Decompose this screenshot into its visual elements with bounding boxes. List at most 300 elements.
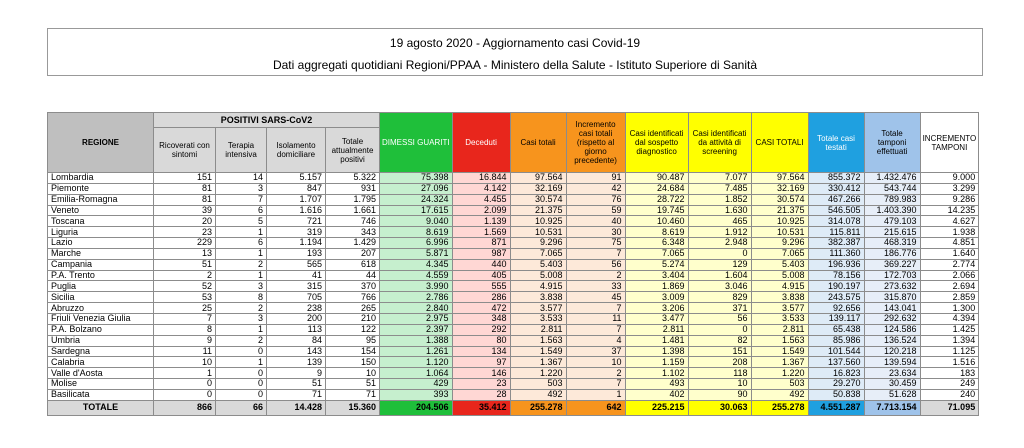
cell-deceduti: 4.455 xyxy=(452,194,510,205)
cell-sospetto: 19.745 xyxy=(625,205,688,216)
cell-casi-totali-caps: 4.915 xyxy=(751,281,808,292)
header-casi-testati: Totale casi testati xyxy=(808,113,864,173)
cell-ricoverati: 23 xyxy=(154,227,216,238)
table-row xyxy=(48,292,979,303)
cell-casi-totali-caps: 32.169 xyxy=(751,183,808,194)
cell-regione: P.A. Bolzano xyxy=(48,324,154,335)
cell-terapia: 5 xyxy=(216,216,267,227)
cell-deceduti: 405 xyxy=(452,270,510,281)
cell-screening: 90 xyxy=(688,389,751,400)
cell-totale-positivi: 95 xyxy=(326,335,380,346)
cell-totale-positivi: 44 xyxy=(326,270,380,281)
cell-casi-totali: 21.375 xyxy=(510,205,566,216)
cell-sospetto: 3.477 xyxy=(625,313,688,324)
cell-casi-totali-caps: 21.375 xyxy=(751,205,808,216)
cell-ricoverati: 51 xyxy=(154,259,216,270)
cell-sospetto: 1.398 xyxy=(625,346,688,357)
cell-casi-totali: 30.574 xyxy=(510,194,566,205)
cell-isolamento: 139 xyxy=(267,357,326,368)
cell-casi-totali: 5.008 xyxy=(510,270,566,281)
cell-screening: 1.630 xyxy=(688,205,751,216)
cell-dimessi: 2.975 xyxy=(380,313,453,324)
total-dimessi: 204.506 xyxy=(380,400,453,415)
cell-sospetto: 1.869 xyxy=(625,281,688,292)
header-incremento-tamponi: INCREMENTO TAMPONI xyxy=(920,113,979,173)
cell-totale-positivi: 343 xyxy=(326,227,380,238)
cell-incremento-tamponi: 1.516 xyxy=(920,357,979,368)
cell-ricoverati: 229 xyxy=(154,238,216,249)
cell-regione: Sardegna xyxy=(48,346,154,357)
cell-regione: Veneto xyxy=(48,205,154,216)
cell-regione: Lombardia xyxy=(48,173,154,184)
cell-totale-positivi: 265 xyxy=(326,303,380,314)
cell-sospetto: 1.102 xyxy=(625,368,688,379)
header-terapia: Terapia intensiva xyxy=(216,128,267,173)
cell-regione: Emilia-Romagna xyxy=(48,194,154,205)
cell-incremento-tamponi: 1.394 xyxy=(920,335,979,346)
cell-sospetto: 24.684 xyxy=(625,183,688,194)
cell-casi-totali: 1.220 xyxy=(510,368,566,379)
cell-casi-testati: 85.986 xyxy=(808,335,864,346)
cell-tamponi: 369.227 xyxy=(864,259,920,270)
cell-deceduti: 286 xyxy=(452,292,510,303)
cell-terapia: 3 xyxy=(216,313,267,324)
cell-isolamento: 565 xyxy=(267,259,326,270)
cell-regione: Liguria xyxy=(48,227,154,238)
cell-incremento-casi: 75 xyxy=(566,238,625,249)
cell-tamponi: 23.634 xyxy=(864,368,920,379)
cell-incremento-tamponi: 9.000 xyxy=(920,173,979,184)
cell-screening: 0 xyxy=(688,324,751,335)
total-tamponi: 7.713.154 xyxy=(864,400,920,415)
cell-tamponi: 479.103 xyxy=(864,216,920,227)
header-positivi: POSITIVI SARS-CoV2 xyxy=(154,113,380,128)
cell-casi-testati: 546.505 xyxy=(808,205,864,216)
cell-casi-testati: 16.823 xyxy=(808,368,864,379)
cell-incremento-casi: 37 xyxy=(566,346,625,357)
cell-regione: Valle d'Aosta xyxy=(48,368,154,379)
cell-incremento-tamponi: 3.299 xyxy=(920,183,979,194)
cell-sospetto: 1.159 xyxy=(625,357,688,368)
cell-casi-testati: 855.372 xyxy=(808,173,864,184)
cell-ricoverati: 10 xyxy=(154,357,216,368)
cell-screening: 465 xyxy=(688,216,751,227)
cell-deceduti: 28 xyxy=(452,389,510,400)
cell-incremento-tamponi: 1.125 xyxy=(920,346,979,357)
cell-ricoverati: 7 xyxy=(154,313,216,324)
cell-incremento-tamponi: 1.938 xyxy=(920,227,979,238)
cell-terapia: 1 xyxy=(216,270,267,281)
cell-tamponi: 30.459 xyxy=(864,379,920,390)
cell-casi-totali-caps: 3.577 xyxy=(751,303,808,314)
cell-terapia: 1 xyxy=(216,324,267,335)
cell-tamponi: 468.319 xyxy=(864,238,920,249)
table-row xyxy=(48,368,979,379)
cell-dimessi: 4.559 xyxy=(380,270,453,281)
cell-totale-positivi: 1.661 xyxy=(326,205,380,216)
cell-dimessi: 17.615 xyxy=(380,205,453,216)
cell-incremento-tamponi: 1.425 xyxy=(920,324,979,335)
cell-casi-testati: 314.078 xyxy=(808,216,864,227)
total-deceduti: 35.412 xyxy=(452,400,510,415)
cell-tamponi: 139.594 xyxy=(864,357,920,368)
cell-ricoverati: 1 xyxy=(154,368,216,379)
cell-screening: 56 xyxy=(688,313,751,324)
cell-deceduti: 1.139 xyxy=(452,216,510,227)
cell-casi-testati: 139.117 xyxy=(808,313,864,324)
cell-terapia: 1 xyxy=(216,357,267,368)
cell-casi-totali-caps: 5.403 xyxy=(751,259,808,270)
cell-tamponi: 789.983 xyxy=(864,194,920,205)
cell-dimessi: 27.096 xyxy=(380,183,453,194)
cell-incremento-casi: 11 xyxy=(566,313,625,324)
cell-incremento-casi: 30 xyxy=(566,227,625,238)
header-regione: REGIONE xyxy=(48,113,154,173)
cell-sospetto: 8.619 xyxy=(625,227,688,238)
cell-tamponi: 543.744 xyxy=(864,183,920,194)
cell-sospetto: 3.206 xyxy=(625,303,688,314)
cell-isolamento: 5.157 xyxy=(267,173,326,184)
table-row xyxy=(48,281,979,292)
cell-terapia: 0 xyxy=(216,346,267,357)
table-row xyxy=(48,346,979,357)
cell-casi-totali: 10.531 xyxy=(510,227,566,238)
header-casi-totali-caps: CASI TOTALI xyxy=(751,113,808,173)
cell-casi-totali-caps: 503 xyxy=(751,379,808,390)
cell-dimessi: 8.619 xyxy=(380,227,453,238)
cell-casi-testati: 330.412 xyxy=(808,183,864,194)
cell-screening: 2.948 xyxy=(688,238,751,249)
cell-sospetto: 7.065 xyxy=(625,248,688,259)
table-row xyxy=(48,389,979,400)
cell-ricoverati: 81 xyxy=(154,183,216,194)
cell-regione: Umbria xyxy=(48,335,154,346)
cell-sospetto: 3.404 xyxy=(625,270,688,281)
cell-sospetto: 28.722 xyxy=(625,194,688,205)
total-totale-positivi: 15.360 xyxy=(326,400,380,415)
cell-incremento-tamponi: 2.859 xyxy=(920,292,979,303)
cell-casi-totali: 503 xyxy=(510,379,566,390)
cell-casi-testati: 243.575 xyxy=(808,292,864,303)
cell-incremento-casi: 1 xyxy=(566,389,625,400)
cell-incremento-casi: 76 xyxy=(566,194,625,205)
cell-screening: 829 xyxy=(688,292,751,303)
cell-screening: 82 xyxy=(688,335,751,346)
cell-isolamento: 1.616 xyxy=(267,205,326,216)
cell-tamponi: 1.432.476 xyxy=(864,173,920,184)
cell-incremento-casi: 7 xyxy=(566,303,625,314)
header-incremento-casi: Incremento casi totali (rispetto al giorno precedente) xyxy=(566,113,625,173)
cell-casi-totali: 1.367 xyxy=(510,357,566,368)
cell-totale-positivi: 618 xyxy=(326,259,380,270)
cell-ricoverati: 151 xyxy=(154,173,216,184)
cell-isolamento: 71 xyxy=(267,389,326,400)
cell-incremento-casi: 33 xyxy=(566,281,625,292)
total-regione: TOTALE xyxy=(48,400,154,415)
cell-totale-positivi: 71 xyxy=(326,389,380,400)
cell-isolamento: 193 xyxy=(267,248,326,259)
header-screening: Casi identificati da attività di screening xyxy=(688,113,751,173)
cell-casi-totali: 1.563 xyxy=(510,335,566,346)
table-row xyxy=(48,335,979,346)
cell-sospetto: 10.460 xyxy=(625,216,688,227)
cell-isolamento: 9 xyxy=(267,368,326,379)
cell-incremento-tamponi: 4.627 xyxy=(920,216,979,227)
cell-casi-totali-caps: 5.008 xyxy=(751,270,808,281)
table-row xyxy=(48,227,979,238)
cell-casi-totali: 3.838 xyxy=(510,292,566,303)
cell-deceduti: 987 xyxy=(452,248,510,259)
cell-deceduti: 80 xyxy=(452,335,510,346)
cell-terapia: 1 xyxy=(216,248,267,259)
cell-dimessi: 6.996 xyxy=(380,238,453,249)
cell-incremento-casi: 7 xyxy=(566,324,625,335)
cell-tamponi: 215.615 xyxy=(864,227,920,238)
cell-terapia: 0 xyxy=(216,368,267,379)
table-row xyxy=(48,379,979,390)
cell-tamponi: 292.632 xyxy=(864,313,920,324)
cell-terapia: 0 xyxy=(216,389,267,400)
cell-casi-testati: 111.360 xyxy=(808,248,864,259)
cell-ricoverati: 9 xyxy=(154,335,216,346)
header-totale-positivi: Totale attualmente positivi xyxy=(326,128,380,173)
cell-ricoverati: 52 xyxy=(154,281,216,292)
cell-regione: Puglia xyxy=(48,281,154,292)
cell-isolamento: 200 xyxy=(267,313,326,324)
cell-ricoverati: 39 xyxy=(154,205,216,216)
cell-tamponi: 51.628 xyxy=(864,389,920,400)
cell-incremento-tamponi: 4.394 xyxy=(920,313,979,324)
cell-totale-positivi: 10 xyxy=(326,368,380,379)
cell-screening: 129 xyxy=(688,259,751,270)
cell-casi-totali-caps: 1.220 xyxy=(751,368,808,379)
cell-incremento-tamponi: 2.694 xyxy=(920,281,979,292)
cell-casi-totali: 1.549 xyxy=(510,346,566,357)
cell-dimessi: 9.040 xyxy=(380,216,453,227)
cell-sospetto: 1.481 xyxy=(625,335,688,346)
cell-deceduti: 2.099 xyxy=(452,205,510,216)
cell-regione: Piemonte xyxy=(48,183,154,194)
cell-deceduti: 472 xyxy=(452,303,510,314)
table-row xyxy=(48,238,979,249)
cell-tamponi: 315.870 xyxy=(864,292,920,303)
cell-dimessi: 24.324 xyxy=(380,194,453,205)
cell-deceduti: 348 xyxy=(452,313,510,324)
cell-terapia: 14 xyxy=(216,173,267,184)
cell-incremento-tamponi: 249 xyxy=(920,379,979,390)
table-row xyxy=(48,205,979,216)
cell-regione: Abruzzo xyxy=(48,303,154,314)
table-row xyxy=(48,183,979,194)
cell-sospetto: 5.274 xyxy=(625,259,688,270)
header-dimessi: DIMESSI GUARITI xyxy=(380,113,453,173)
cell-sospetto: 90.487 xyxy=(625,173,688,184)
cell-dimessi: 429 xyxy=(380,379,453,390)
cell-dimessi: 393 xyxy=(380,389,453,400)
cell-incremento-casi: 10 xyxy=(566,357,625,368)
cell-casi-testati: 196.936 xyxy=(808,259,864,270)
cell-totale-positivi: 766 xyxy=(326,292,380,303)
cell-sospetto: 402 xyxy=(625,389,688,400)
totals-row xyxy=(48,400,979,415)
cell-totale-positivi: 370 xyxy=(326,281,380,292)
total-casi-totali-caps: 255.278 xyxy=(751,400,808,415)
cell-casi-totali-caps: 97.564 xyxy=(751,173,808,184)
cell-regione: Campania xyxy=(48,259,154,270)
cell-terapia: 0 xyxy=(216,379,267,390)
cell-deceduti: 4.142 xyxy=(452,183,510,194)
cell-casi-testati: 92.656 xyxy=(808,303,864,314)
cell-casi-totali-caps: 10.531 xyxy=(751,227,808,238)
cell-incremento-tamponi: 9.286 xyxy=(920,194,979,205)
cell-casi-testati: 467.266 xyxy=(808,194,864,205)
cell-tamponi: 1.403.390 xyxy=(864,205,920,216)
cell-dimessi: 1.388 xyxy=(380,335,453,346)
total-terapia: 66 xyxy=(216,400,267,415)
cell-deceduti: 23 xyxy=(452,379,510,390)
cell-ricoverati: 53 xyxy=(154,292,216,303)
cell-incremento-tamponi: 1.640 xyxy=(920,248,979,259)
cell-screening: 0 xyxy=(688,248,751,259)
total-isolamento: 14.428 xyxy=(267,400,326,415)
cell-tamponi: 143.041 xyxy=(864,303,920,314)
cell-casi-totali: 3.577 xyxy=(510,303,566,314)
cell-incremento-tamponi: 14.235 xyxy=(920,205,979,216)
cell-incremento-casi: 56 xyxy=(566,259,625,270)
cell-dimessi: 75.398 xyxy=(380,173,453,184)
cell-casi-testati: 115.811 xyxy=(808,227,864,238)
cell-casi-testati: 101.544 xyxy=(808,346,864,357)
cell-casi-totali: 9.296 xyxy=(510,238,566,249)
cell-casi-testati: 382.387 xyxy=(808,238,864,249)
cell-casi-totali: 3.533 xyxy=(510,313,566,324)
cell-isolamento: 315 xyxy=(267,281,326,292)
cell-deceduti: 555 xyxy=(452,281,510,292)
cell-terapia: 1 xyxy=(216,227,267,238)
cell-ricoverati: 11 xyxy=(154,346,216,357)
table-row xyxy=(48,216,979,227)
cell-ricoverati: 8 xyxy=(154,324,216,335)
header-tamponi: Totale tamponi effettuati xyxy=(864,113,920,173)
cell-sospetto: 493 xyxy=(625,379,688,390)
report-subtitle: Dati aggregati quotidiani Regioni/PPAA - Ministero della Salute - Istituto Superiore di Sanità xyxy=(272,58,758,72)
cell-dimessi: 1.120 xyxy=(380,357,453,368)
cell-incremento-casi: 7 xyxy=(566,248,625,259)
cell-totale-positivi: 150 xyxy=(326,357,380,368)
table-row xyxy=(48,357,979,368)
report-title: 19 agosto 2020 - Aggiornamento casi Covid-19 xyxy=(389,36,641,50)
cell-incremento-casi: 59 xyxy=(566,205,625,216)
cell-incremento-tamponi: 183 xyxy=(920,368,979,379)
cell-incremento-casi: 2 xyxy=(566,270,625,281)
cell-screening: 208 xyxy=(688,357,751,368)
cell-terapia: 3 xyxy=(216,183,267,194)
cell-incremento-tamponi: 240 xyxy=(920,389,979,400)
cell-isolamento: 721 xyxy=(267,216,326,227)
cell-tamponi: 186.776 xyxy=(864,248,920,259)
cell-screening: 1.604 xyxy=(688,270,751,281)
cell-casi-totali-caps: 1.549 xyxy=(751,346,808,357)
cell-regione: P.A. Trento xyxy=(48,270,154,281)
cell-isolamento: 238 xyxy=(267,303,326,314)
header-deceduti: Deceduti xyxy=(452,113,510,173)
cell-screening: 10 xyxy=(688,379,751,390)
cell-deceduti: 97 xyxy=(452,357,510,368)
cell-dimessi: 5.871 xyxy=(380,248,453,259)
cell-incremento-casi: 45 xyxy=(566,292,625,303)
cell-incremento-casi: 2 xyxy=(566,368,625,379)
cell-dimessi: 1.064 xyxy=(380,368,453,379)
cell-casi-totali: 7.065 xyxy=(510,248,566,259)
cell-incremento-tamponi: 4.851 xyxy=(920,238,979,249)
cell-casi-testati: 29.270 xyxy=(808,379,864,390)
cell-isolamento: 113 xyxy=(267,324,326,335)
cell-screening: 3.046 xyxy=(688,281,751,292)
cell-incremento-casi: 91 xyxy=(566,173,625,184)
cell-terapia: 6 xyxy=(216,205,267,216)
cell-casi-testati: 78.156 xyxy=(808,270,864,281)
cell-totale-positivi: 931 xyxy=(326,183,380,194)
cell-casi-totali-caps: 30.574 xyxy=(751,194,808,205)
cell-screening: 118 xyxy=(688,368,751,379)
cell-casi-totali: 97.564 xyxy=(510,173,566,184)
cell-incremento-casi: 42 xyxy=(566,183,625,194)
cell-dimessi: 2.840 xyxy=(380,303,453,314)
table-row xyxy=(48,324,979,335)
cell-dimessi: 2.786 xyxy=(380,292,453,303)
cell-deceduti: 146 xyxy=(452,368,510,379)
total-sospetto: 225.215 xyxy=(625,400,688,415)
cell-screening: 1.852 xyxy=(688,194,751,205)
covid-regional-table xyxy=(47,112,979,416)
cell-incremento-tamponi: 2.066 xyxy=(920,270,979,281)
cell-casi-totali: 10.925 xyxy=(510,216,566,227)
header-isolamento: Isolamento domiciliare xyxy=(267,128,326,173)
cell-sospetto: 3.009 xyxy=(625,292,688,303)
cell-totale-positivi: 5.322 xyxy=(326,173,380,184)
cell-screening: 7.485 xyxy=(688,183,751,194)
cell-casi-totali: 5.403 xyxy=(510,259,566,270)
cell-casi-testati: 137.560 xyxy=(808,357,864,368)
cell-casi-totali-caps: 9.296 xyxy=(751,238,808,249)
total-incremento-tamponi: 71.095 xyxy=(920,400,979,415)
cell-ricoverati: 0 xyxy=(154,389,216,400)
cell-tamponi: 120.218 xyxy=(864,346,920,357)
cell-tamponi: 136.524 xyxy=(864,335,920,346)
cell-isolamento: 319 xyxy=(267,227,326,238)
cell-ricoverati: 13 xyxy=(154,248,216,259)
cell-isolamento: 1.194 xyxy=(267,238,326,249)
cell-screening: 1.912 xyxy=(688,227,751,238)
table-row xyxy=(48,259,979,270)
cell-screening: 7.077 xyxy=(688,173,751,184)
cell-deceduti: 440 xyxy=(452,259,510,270)
cell-totale-positivi: 154 xyxy=(326,346,380,357)
cell-totale-positivi: 207 xyxy=(326,248,380,259)
cell-terapia: 2 xyxy=(216,259,267,270)
cell-terapia: 2 xyxy=(216,335,267,346)
cell-casi-totali-caps: 1.367 xyxy=(751,357,808,368)
cell-regione: Toscana xyxy=(48,216,154,227)
cell-isolamento: 1.707 xyxy=(267,194,326,205)
cell-casi-totali: 32.169 xyxy=(510,183,566,194)
cell-casi-totali: 2.811 xyxy=(510,324,566,335)
total-casi-totali: 255.278 xyxy=(510,400,566,415)
cell-deceduti: 1.569 xyxy=(452,227,510,238)
cell-casi-totali-caps: 1.563 xyxy=(751,335,808,346)
cell-totale-positivi: 51 xyxy=(326,379,380,390)
cell-terapia: 7 xyxy=(216,194,267,205)
